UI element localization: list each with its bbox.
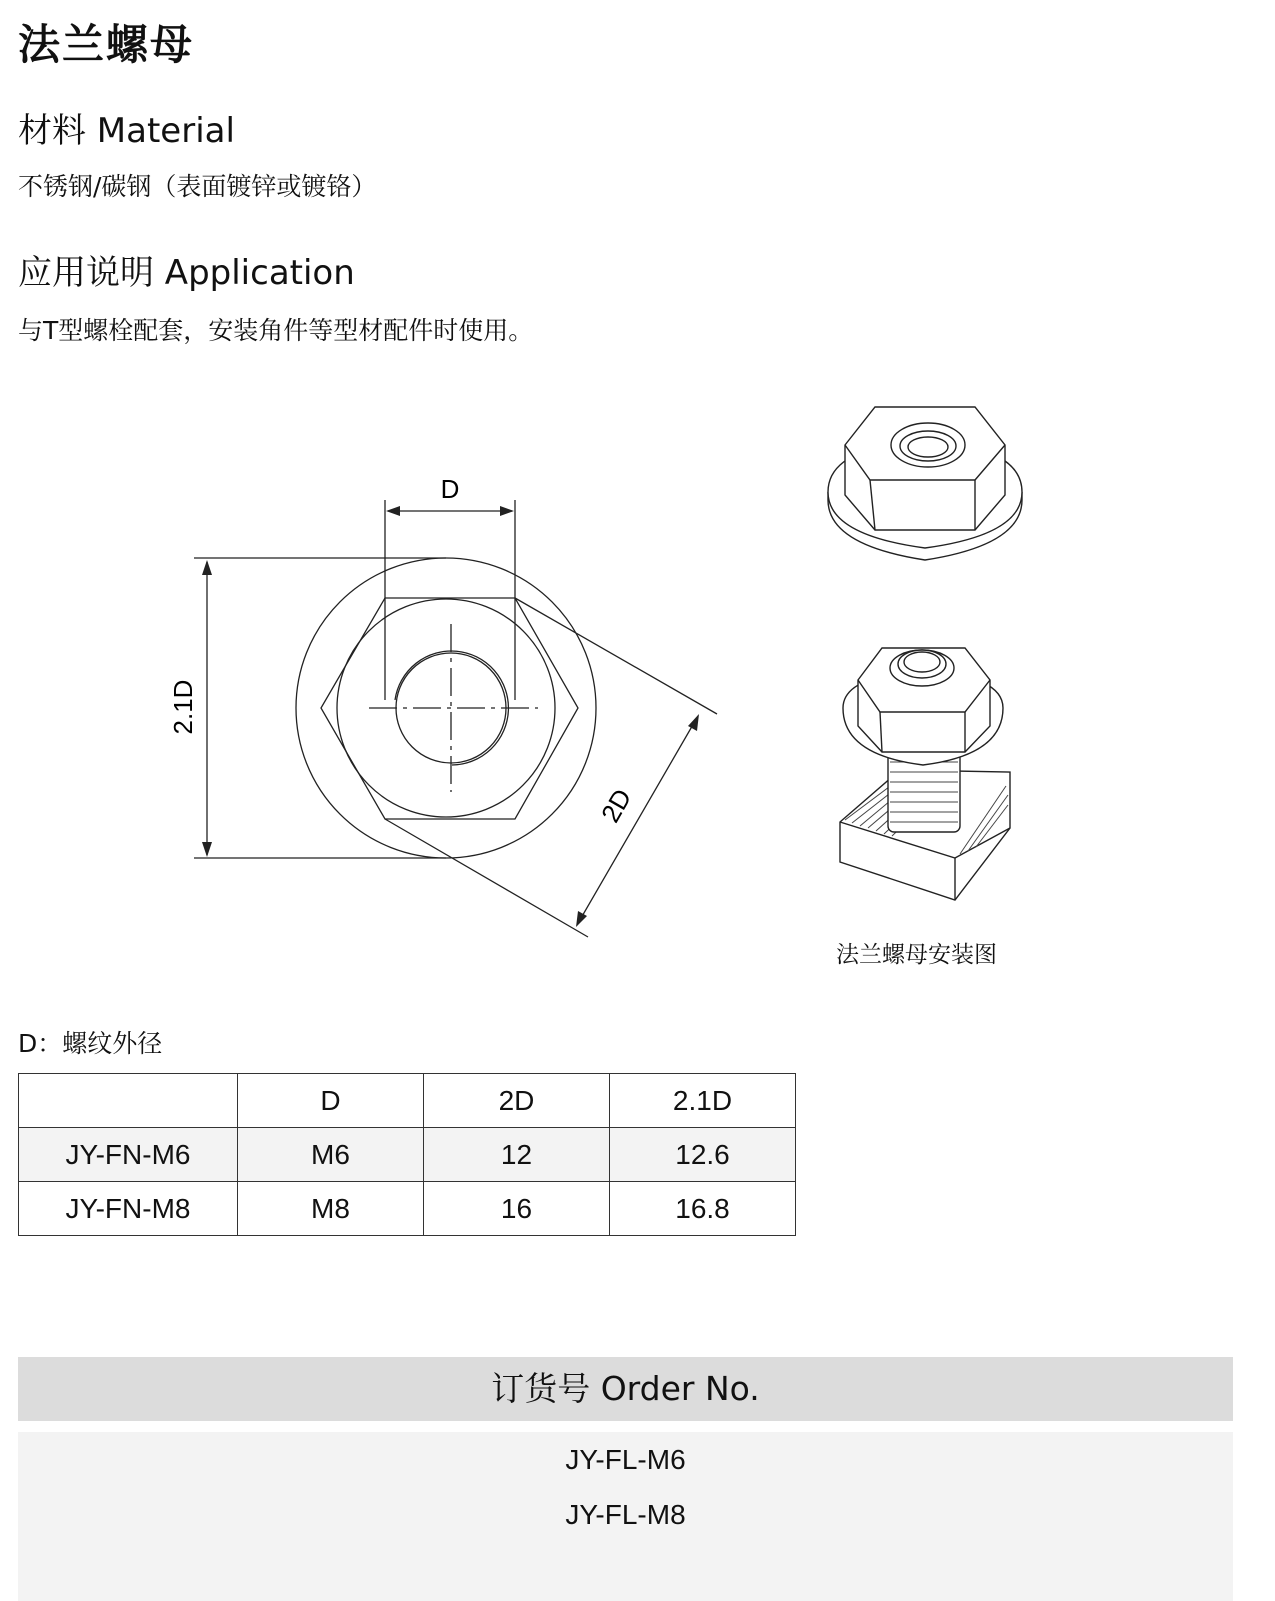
drawing-caption: 法兰螺母安装图	[836, 942, 997, 968]
table-cell: M8	[238, 1182, 424, 1236]
table-cell: 12	[424, 1128, 610, 1182]
order-heading: 订货号 Order No.	[18, 1357, 1233, 1421]
table-header-cell: 2D	[424, 1074, 610, 1128]
table-header-cell: 2.1D	[610, 1074, 796, 1128]
table-header-cell: D	[238, 1074, 424, 1128]
material-heading: 材料 Material	[18, 111, 235, 151]
application-heading: 应用说明 Application	[18, 253, 355, 293]
table-cell: 16	[424, 1182, 610, 1236]
flange-outer-circle	[296, 558, 596, 858]
order-item: JY-FL-M8	[565, 1499, 686, 1530]
table-cell: JY-FN-M8	[19, 1182, 238, 1236]
table-cell: 12.6	[610, 1128, 796, 1182]
legend-text: D：螺纹外径	[18, 1029, 163, 1058]
table-cell: JY-FN-M6	[19, 1128, 238, 1182]
table-header-cell	[19, 1074, 238, 1128]
dim-label-d: D	[440, 474, 460, 504]
spec-table	[18, 1073, 796, 1236]
table-header-row	[19, 1074, 796, 1128]
dim-label-21d: 2.1D	[168, 679, 198, 735]
flange-nut-installed-icon	[830, 640, 1025, 905]
table-cell: M6	[238, 1128, 424, 1182]
flange-nut-isometric-icon	[825, 400, 1035, 570]
flange-nut-dimension-drawing	[160, 395, 760, 955]
dim-label-2d: 2D	[594, 783, 638, 828]
table-row	[19, 1128, 796, 1182]
material-text: 不锈钢/碳钢（表面镀锌或镀铬）	[18, 172, 377, 201]
application-text: 与T型螺栓配套，安装角件等型材配件时使用。	[18, 316, 534, 345]
order-list	[18, 1432, 1233, 1601]
table-row	[19, 1182, 796, 1236]
table-cell: 16.8	[610, 1182, 796, 1236]
order-item: JY-FL-M6	[565, 1444, 686, 1475]
page-title: 法兰螺母	[18, 20, 195, 69]
